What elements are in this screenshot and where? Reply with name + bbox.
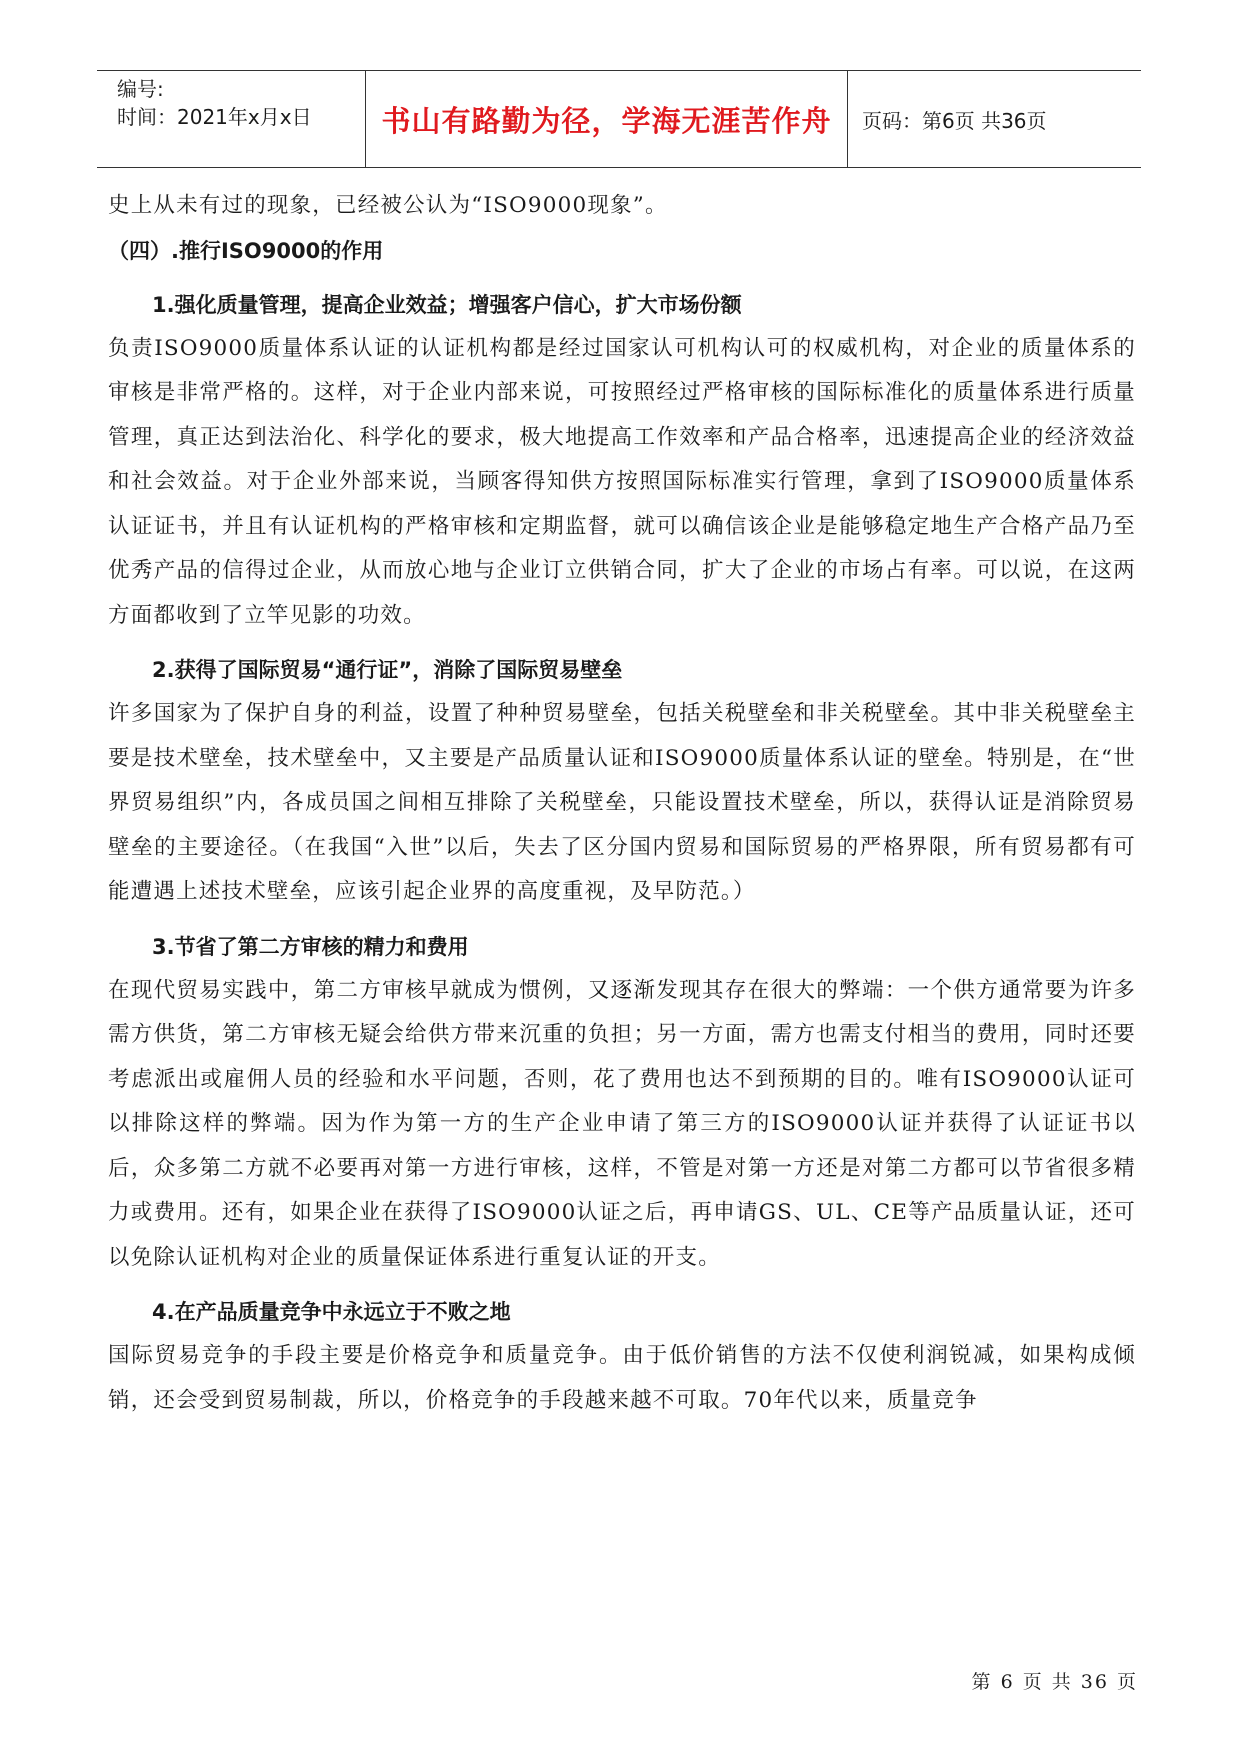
item-text-3: 在现代贸易实践中，第二方审核早就成为惯例，又逐渐发现其存在很大的弊端：一个供方通常要为许多需方供货，第二方审核无疑会给供方带来沉重的负担；另一方面，需方也需支付相当的费用，同时还要考虑派出或雇佣人员的经验和水平问题，否则，花了费用也达不到预期的目的。唯有ISO9000认证可以排除这样的弊端。因为作为第一方的生产企业申请了第三方的ISO9000认证并获得了认证证书以后，众多第二方就不必要再对第一方进行审核，这样，不管是对第一方还是对第二方都可以节省很多精力或费用。还有，如果企业在获得了ISO9000认证之后，再申请GS、UL、CE等产品质量认证，还可以免除认证机构对企业的质量保证体系进行重复认证的开支。 (108, 977, 1136, 1270)
item-text-4: 国际贸易竞争的手段主要是价格竞争和质量竞争。由于低价销售的方法不仅使利润锐减，如果构成倾销，还会受到贸易制裁，所以，价格竞争的手段越来越不可取。70年代以来，质量竞争 (108, 1343, 1136, 1413)
item-heading-3: 3.节省了第二方审核的精力和费用 (152, 934, 469, 959)
document-header (97, 70, 1141, 168)
item-heading-1: 1.强化质量管理，提高企业效益；增强客户信心，扩大市场份额 (152, 292, 742, 317)
intro-line: 史上从未有过的现象，已经被公认为“ISO9000现象”。 (108, 193, 668, 218)
section-title: （四）.推行ISO9000的作用 (108, 238, 384, 263)
item-heading-2: 2.获得了国际贸易“通行证”，消除了国际贸易壁垒 (152, 658, 623, 682)
page-footer: 第 6 页 共 36 页 (971, 1671, 1138, 1693)
item-text-2: 许多国家为了保护自身的利益，设置了种种贸易壁垒，包括关税壁垒和非关税壁垒。其中非关税壁垒主要是技术壁垒，技术壁垒中，又主要是产品质量认证和ISO9000质量体系认证的壁垒。特别是，在“世界贸易组织”内，各成员国之间相互排除了关税壁垒，只能设置技术壁垒，所以，获得认证是消除贸易壁垒的主要途径。（在我国“入世”以后，失去了区分国内贸易和国际贸易的严格界限，所有贸易都有可能遭遇上述技术壁垒，应该引起企业界的高度重视，及早防范。） (108, 701, 1136, 904)
header-page-label: 页码：第6页 共36页 (862, 108, 1047, 133)
header-motto: 书山有路勤为径，学海无涯苦作舟 (366, 71, 848, 167)
item-text-1: 负责ISO9000质量体系认证的认证机构都是经过国家认可机构认可的权威机构，对企业的质量体系的审核是非常严格的。这样，对于企业内部来说，可按照经过严格审核的国际标准化的质量体系进行质量管理，真正达到法治化、科学化的要求，极大地提高工作效率和产品合格率，迅速提高企业的经济效益和社会效益。对于企业外部来说，当顾客得知供方按照国际标准实行管理，拿到了ISO9000质量体系认证证书，并且有认证机构的严格审核和定期监督，就可以确信该企业是能够稳定地生产合格产品乃至优秀产品的信得过企业，从而放心地与企业订立供销合同，扩大了企业的市场占有率。可以说，在这两方面都收到了立竿见影的功效。 (108, 335, 1136, 628)
item-heading-4: 4.在产品质量竞争中永远立于不败之地 (152, 1300, 511, 1324)
document-number-label: 编号: (117, 77, 164, 101)
document-time-label: 时间：2021年x月x日 (117, 105, 312, 129)
document-body (108, 184, 1136, 1423)
header-info-cell (97, 71, 366, 167)
